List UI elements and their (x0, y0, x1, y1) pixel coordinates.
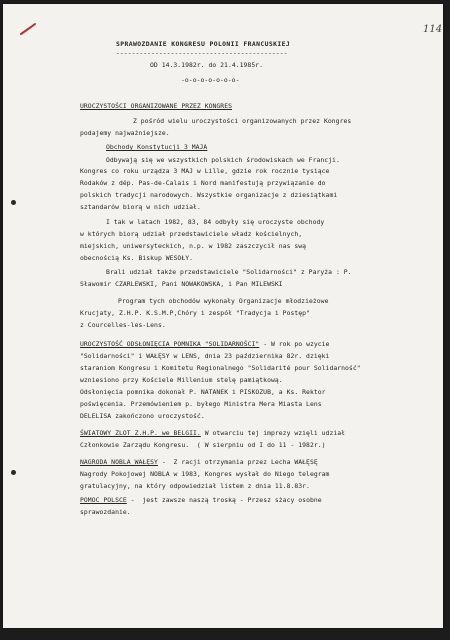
punch-hole-icon (11, 200, 16, 205)
paragraph-line: Odsłonięcia pomnika dokonał P. NATANEK i PISKOZUB, a Ks. Rektor (80, 388, 326, 396)
page-number: 114 (423, 24, 443, 35)
paragraph-line: "Solidarności" i WAŁĘSY w LENS, dnia 23 października 82r. dzięki (80, 352, 330, 360)
paragraph-line: Z pośród wielu uroczystości organizowanych przez Kongres (133, 117, 352, 125)
paragraph-line: Członkowie Zarządu Kongresu. ( W sierpniu od I do 11 - 1982r.) (80, 441, 326, 449)
paragraph-line: Brali udział także przedstawiciele "Solidarności" z Paryża : P. (106, 268, 352, 276)
paragraph-line: polskich tradycji narodowych. Wszystkie organizacje z dziesiątkami (80, 191, 338, 199)
paragraph-line: z Courcelles-les-Lens. (80, 321, 166, 329)
document-title: SPRAWOZDANIE KONGRESU POLONII FRANCUSKIEJ (116, 40, 291, 48)
paragraph-line (80, 429, 345, 437)
paragraph-line: miejskich, uniwersyteckich, n.p. w 1982 zaszczycił nas swą (80, 242, 307, 250)
section-heading-ceremonies: UROCZYSTOŚCI ORGANIZOWANE PRZEZ KONGRES (80, 102, 233, 110)
paragraph-line (80, 458, 318, 466)
report-dates: OD 14.3.1982r. do 21.4.1985r. (150, 61, 264, 69)
paragraph-line: Krucjaty, Z.H.P. K.S.M.P,Chóry i zespół "Tradycja i Postęp" (80, 309, 310, 317)
paragraph-line: Kongres co roku urządza 3 MAJ w Lille, gdzie rok rocznie tysiące (80, 167, 330, 175)
paragraph-line-text: - Z racji otrzymania przez Lecha WAŁĘSĘ (157, 458, 318, 466)
paragraph-line: Nagrody Pokojowej NOBLA w 1983, Kongres wysłał do Niego telegram (80, 470, 330, 478)
paragraph-line: w których biorą udział przedstawiciele władz kościelnych, (80, 230, 303, 238)
paragraph-line: sztandarów biorą w nich udział. (80, 203, 201, 211)
paragraph-line: obecnością Ks. Biskup WESOŁY. (80, 254, 194, 262)
punch-hole-icon (11, 470, 16, 475)
red-pencil-mark-icon (19, 22, 39, 36)
paragraph-line: podajemy najważniejsze. (80, 129, 170, 137)
paragraph-line: Odbywają się we wszystkich polskich środowiskach we Francji. (106, 156, 340, 164)
section-heading-nobel: NAGRODA NOBLA WAŁĘSY (80, 458, 158, 466)
header-separator: -o-o-o-o-o-o-o- (181, 76, 240, 84)
subheading-constitution: Obchody Konstytucji 3 MAJA (106, 143, 208, 151)
title-rule: -------------------------------------------- (116, 49, 288, 57)
section-heading-aid-to-poland: POMOC POLSCE (80, 496, 127, 504)
paragraph-line: Sławomir CZARLEWSKI, Pani NOWAKOWSKA, i Pan MILEWSKI (80, 280, 283, 288)
paragraph-line: DELELISA zakończono uroczystość. (80, 412, 205, 420)
document-page (3, 4, 443, 628)
section-heading-scout-jamboree: ŚWIATOWY ZLOT Z.H.P. we BELGII. (80, 429, 201, 437)
paragraph-line (80, 340, 329, 348)
paragraph-line: sprawozdanie. (80, 508, 131, 516)
paragraph-line-text: - W rok po wzycie (259, 340, 330, 348)
paragraph-line: I tak w latach 1982, 83, 84 odbyły się uroczyste obchody (106, 218, 325, 226)
paragraph-line-text: - jest zawsze naszą troską - Przesz sżacy osobne (126, 496, 322, 504)
paragraph-line (80, 496, 322, 504)
paragraph-line: Rodaków z dép. Pas-de-Calais i Nord manifestują przywiązanie do (80, 179, 326, 187)
paragraph-line: Program tych obchodów wykonały Organizacje młodzieżowe (118, 297, 329, 305)
paragraph-line-text: W otwarciu tej imprezy wzięli udział (200, 429, 346, 437)
paragraph-line: poświęcenia. Przemówieniem p. byłego Ministra Mera Miasta Lens (80, 400, 322, 408)
paragraph-line: gratulacyjny, na który odpowiedział listem z dnia 11.8.83r. (80, 482, 310, 490)
paragraph-line: staraniom Kongresu i Komitetu Regionalnego "Solidarité pour Solidarność" (80, 364, 361, 372)
section-heading-monument: UROCZYSTOŚĆ ODSŁONIĘCIA POMNIKA "SOLIDARNOŚCI" (80, 340, 260, 348)
paragraph-line: wzniesiono przy Kościele Millenium stelę pamiątkową. (80, 376, 283, 384)
